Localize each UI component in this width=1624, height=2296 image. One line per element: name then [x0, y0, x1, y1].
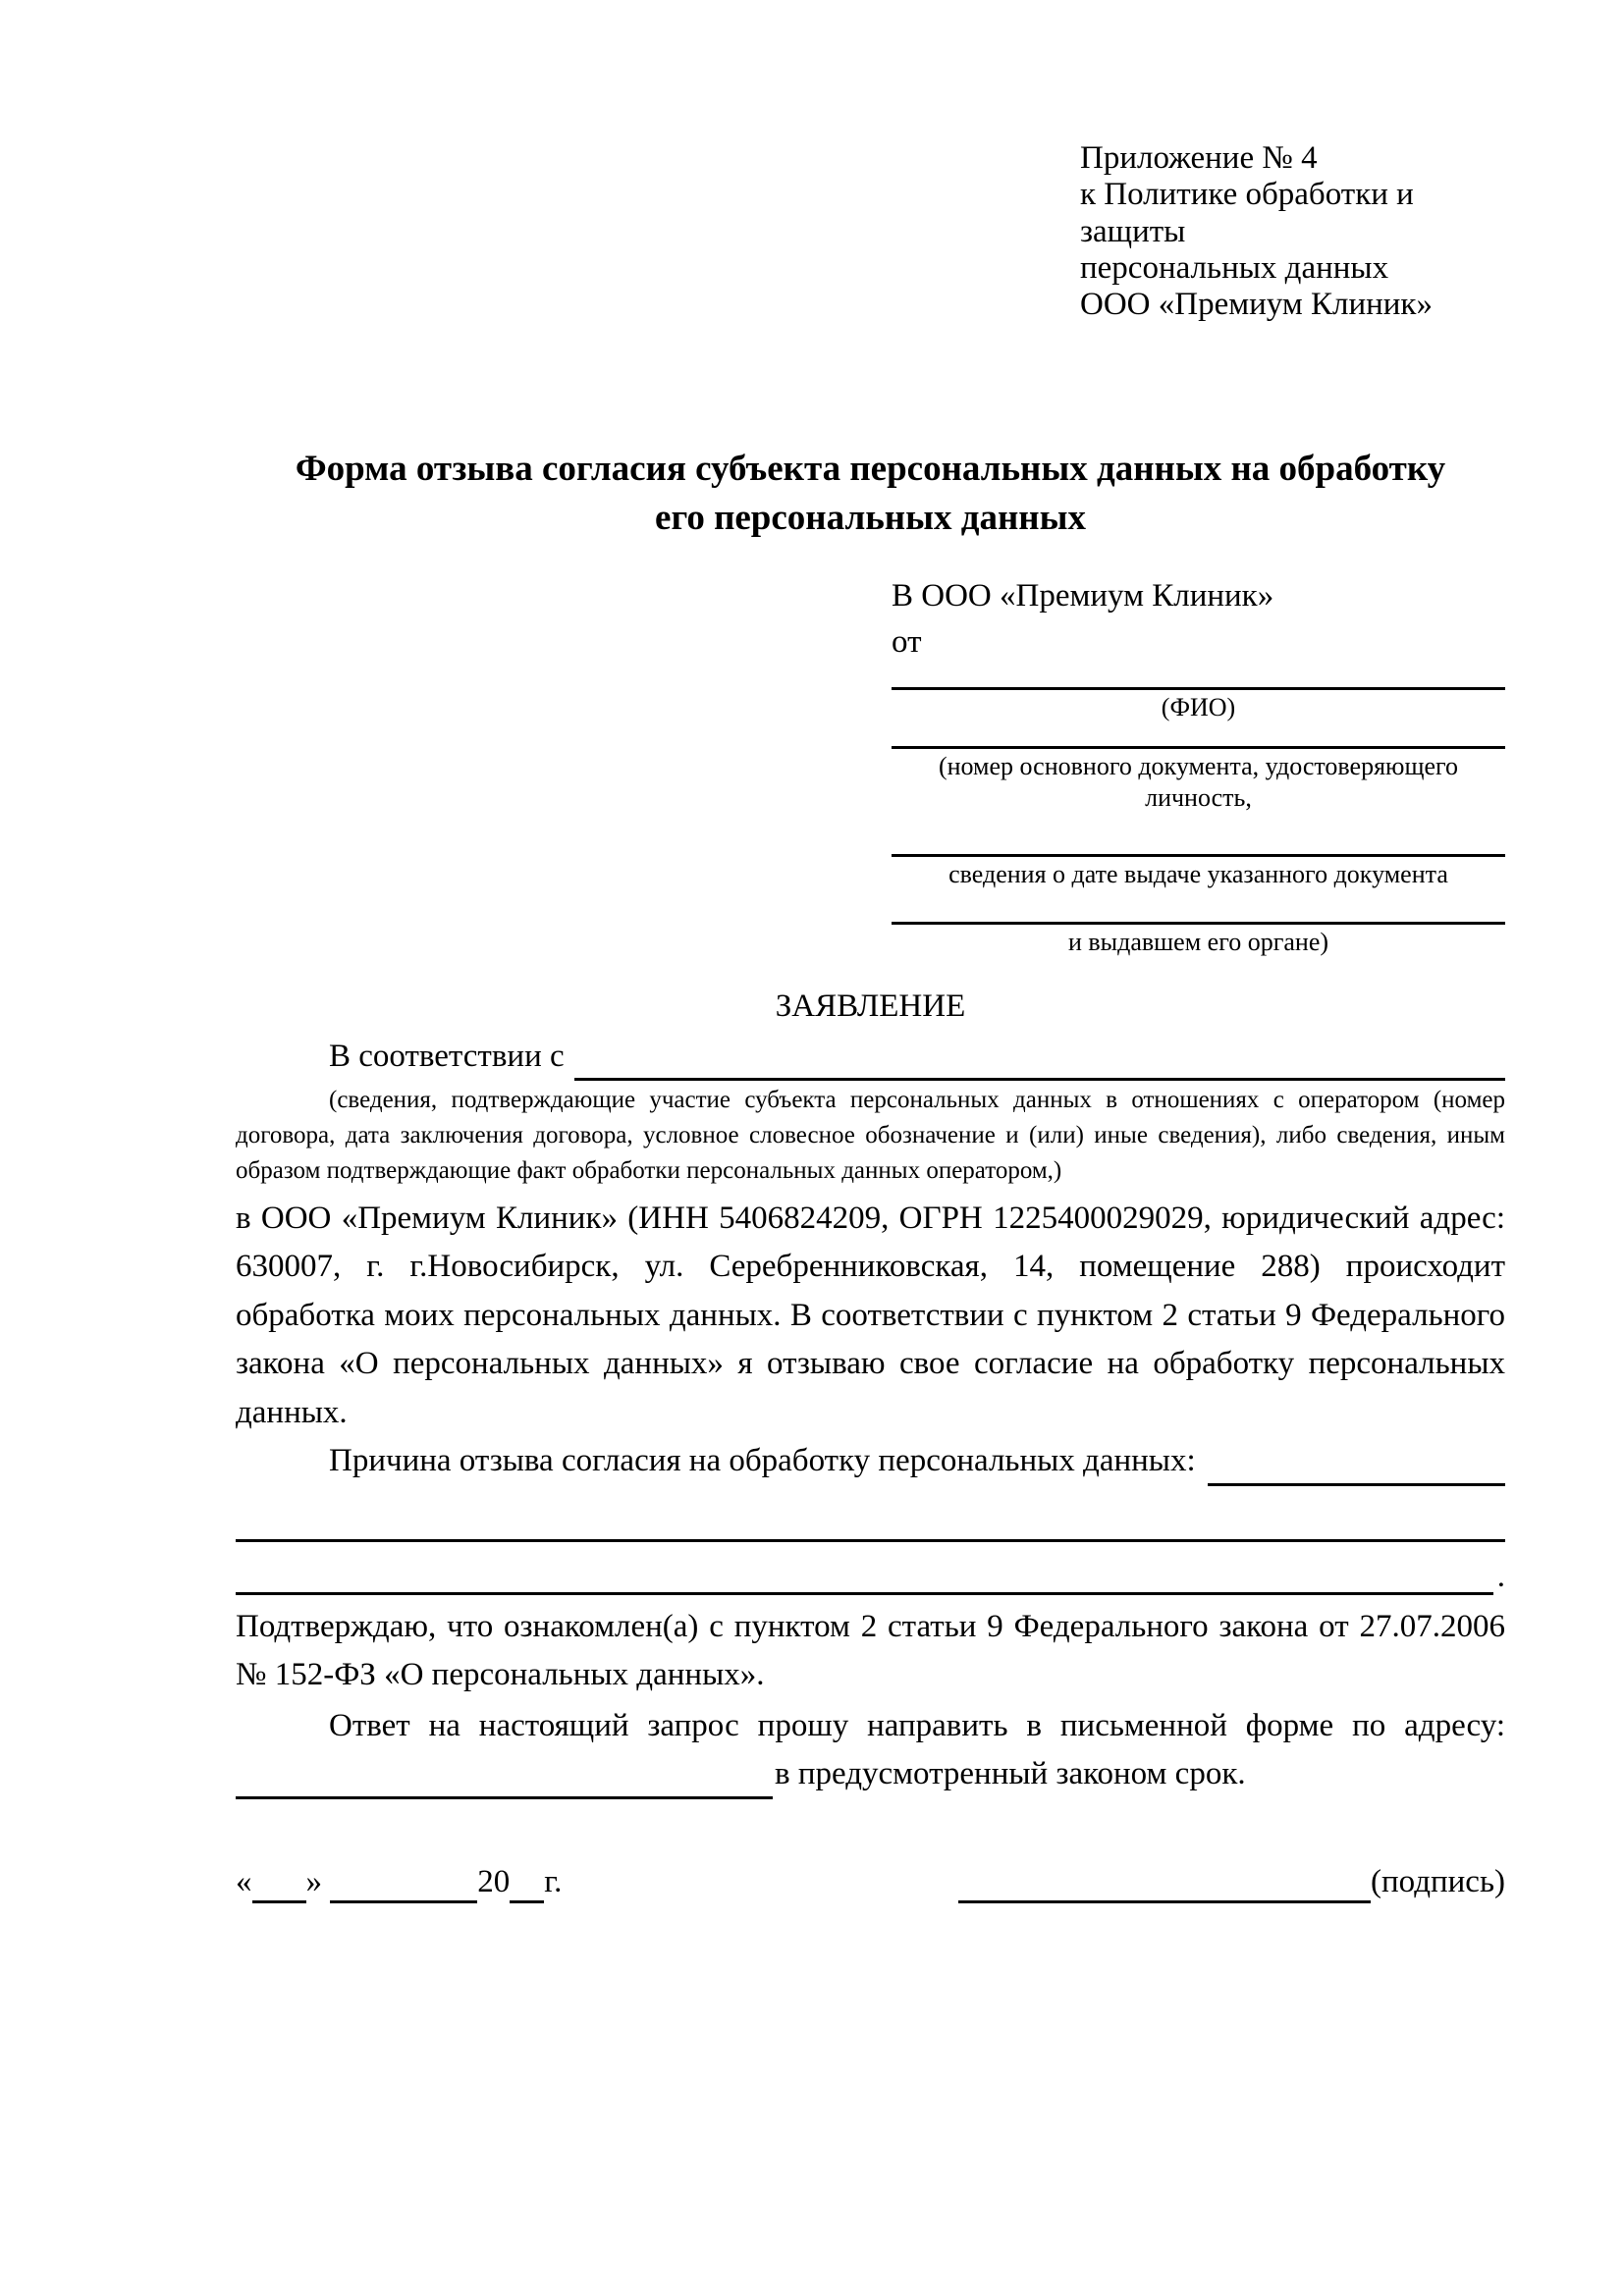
basis-blank-line [574, 1078, 1505, 1081]
appendix-header-line-1: Приложение № 4 [1080, 140, 1318, 176]
period-mark: . [1496, 1559, 1505, 1595]
appendix-header-line-3: персональных данных [1080, 249, 1389, 286]
reason-row [236, 1437, 1505, 1486]
date-field [236, 1860, 562, 1904]
reply-paragraph: Ответ на настоящий запрос прошу направить в письменной форме по адресу: [329, 1707, 1505, 1743]
issue-date-caption: сведения о дате выдаче указанного документа [948, 859, 1448, 888]
fio-caption: (ФИО) [1161, 693, 1236, 722]
date-year-suffix: г. [544, 1863, 563, 1899]
reply-address-blank-line [236, 1796, 773, 1799]
date-month-blank [330, 1865, 477, 1903]
appendix-header [1080, 140, 1505, 323]
date-close-quote: » [305, 1863, 322, 1899]
signature-row [236, 1860, 1505, 1904]
document-number-caption: (номер основного документа, удостоверяющего личность, [938, 751, 1459, 813]
signature-blank-line [958, 1865, 1371, 1903]
basis-row [236, 1034, 1505, 1081]
date-open-quote: « [236, 1863, 252, 1899]
reason-blank-line-2 [236, 1486, 1505, 1542]
addressee-block [892, 574, 1505, 959]
reason-label: Причина отзыва согласия на обработку персональных данных: [329, 1443, 1196, 1479]
statement-heading: ЗАЯВЛЕНИЕ [775, 988, 966, 1024]
reason-blank-line-3 [236, 1592, 1493, 1595]
confirmation-paragraph: Подтверждаю, что ознакомлен(а) с пунктом 2 статьи 9 Федерального закона от 27.07.2006 № 152-ФЗ «О персональных данных». [236, 1608, 1505, 1693]
reason-blank-line-1 [1208, 1483, 1505, 1486]
issuing-authority-caption: и выдавшем его органе) [1067, 928, 1329, 957]
document-title: Форма отзыва согласия субъекта персональных данных на обработку его персональных данных [295, 449, 1446, 539]
addressee-from: от [892, 623, 922, 660]
body-paragraph: в ООО «Премиум Клиник» (ИНН 5406824209, ОГРН 1225400029029, юридический адрес: 630007, г. г.Новосибирск, ул. Серебренниковская, 14, помещение 288) происходит обработка моих персональных данных. В соответствии с пунктом 2 статьи 9 Федерального закона «О персональных данных» я отзываю свое согласие на обработку персональных данных. [236, 1200, 1505, 1430]
date-year-prefix: 20 [477, 1863, 511, 1899]
document-content [236, 140, 1505, 1903]
reply-address-row [236, 1750, 1505, 1799]
appendix-header-line-4: ООО «Премиум Клиник» [1080, 287, 1433, 323]
signature-field [958, 1860, 1505, 1904]
basis-footnote: (сведения, подтверждающие участие субъекта персональных данных в отношениях с оператором (номер договора, дата заключения договора, условное словесное обозначение и (или) иные сведения), либо сведения, иным образом подтверждающие факт обработки персональных данных оператором,) [236, 1087, 1505, 1184]
reply-suffix: в предусмотренный законом срок. [775, 1756, 1246, 1792]
basis-prefix: В соответствии с [329, 1039, 565, 1075]
signature-caption: (подпись) [1371, 1863, 1505, 1899]
date-day-blank [252, 1865, 306, 1903]
appendix-header-line-2: к Политике обработки и защиты [1080, 177, 1414, 249]
addressee-to: В ООО «Премиум Клиник» [892, 578, 1274, 614]
reason-blank-line-3-row [236, 1542, 1505, 1595]
date-year-blank [510, 1865, 544, 1903]
